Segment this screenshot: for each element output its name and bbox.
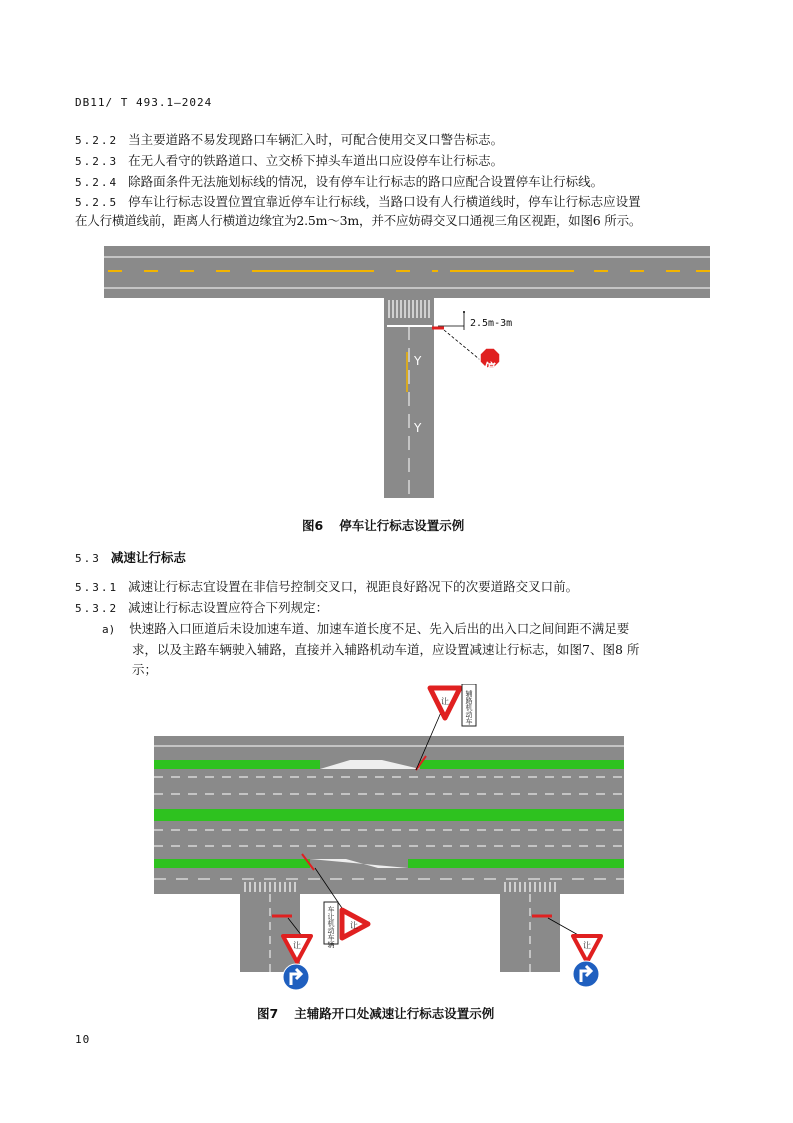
item-a-line-2: 求，以及主路车辆驶入辅路，直接并入辅路机动车道，应设置减速让行标志，如图7、图8 所 xyxy=(132,642,640,657)
right-turn-sign-left xyxy=(283,964,309,990)
figure-7-caption xyxy=(257,1004,494,1022)
figure-6-caption xyxy=(302,516,464,534)
para-5-2-4 xyxy=(75,172,603,193)
para-text: 减速让行标志设置应符合下列规定： xyxy=(128,600,329,615)
section-number: 5.3 xyxy=(75,552,101,565)
para-number: 5.2.5 xyxy=(75,196,119,209)
figure-number: 图7 xyxy=(257,1006,279,1021)
para-text: 减速让行标志宜设置在非信号控制交叉口，视距良好路况下的次要道路交叉口前。 xyxy=(128,579,579,594)
item-a-line-3: 示； xyxy=(132,662,158,677)
svg-text:让: 让 xyxy=(350,921,358,930)
figure-number: 图6 xyxy=(302,518,324,533)
plate-bottom-text: 车让机动车辆 xyxy=(327,906,335,948)
svg-text:让: 让 xyxy=(293,941,301,950)
yield-sign-top xyxy=(430,688,460,718)
para-5-2-3 xyxy=(75,151,503,172)
para-text: 停车让行标志设置位置宜靠近停车让行标线，当路口设有人行横道线时，停车让行标志应设置 xyxy=(128,194,641,209)
plate-top-text: 辅路机动车 xyxy=(465,690,473,725)
para-5-2-5 xyxy=(75,192,641,213)
para-5-2-5-cont: 在人行横道线前，距离人行横道边缘宜为2.5m～3m，并不应妨碍交叉口通视三角区视距，如图6 所示。 xyxy=(75,213,642,228)
para-5-2-2 xyxy=(75,130,503,151)
section-5-3-heading xyxy=(75,548,186,566)
para-number: 5.3.2 xyxy=(75,602,119,615)
para-5-3-2 xyxy=(75,598,328,619)
item-a-line-1 xyxy=(102,619,629,640)
svg-text:让: 让 xyxy=(583,941,591,950)
item-label: a) xyxy=(102,623,116,636)
para-text: 在无人看守的铁路道口、立交桥下掉头车道出口应设停车让行标志。 xyxy=(128,153,504,168)
section-title: 减速让行标志 xyxy=(110,550,186,565)
yield-sign-mid xyxy=(342,910,368,938)
svg-text:Y: Y xyxy=(414,354,422,368)
para-text: 除路面条件无法施划标线的情况，设有停车让行标志的路口应配合设置停车让行标线。 xyxy=(128,174,604,189)
para-text: 当主要道路不易发现路口车辆汇入时，可配合使用交叉口警告标志。 xyxy=(128,132,504,147)
page-number: 10 xyxy=(75,1033,91,1046)
fig6-dimension-label: 2.5m-3m xyxy=(470,318,513,329)
svg-text:Y: Y xyxy=(414,421,422,435)
para-5-3-1 xyxy=(75,577,578,598)
figure-7-diagram xyxy=(150,684,630,994)
para-number: 5.2.4 xyxy=(75,176,119,189)
item-text: 快速路入口匝道后未设加速车道、加速车道长度不足、先入后出的出入口之间间距不满足要 xyxy=(129,621,630,636)
figure-title: 停车让行标志设置示例 xyxy=(339,518,465,533)
para-number: 5.3.1 xyxy=(75,581,119,594)
para-number: 5.2.3 xyxy=(75,155,119,168)
figure-title: 主辅路开口处减速让行标志设置示例 xyxy=(294,1006,495,1021)
right-turn-sign-right xyxy=(573,961,599,987)
yield-sign-right xyxy=(573,936,601,962)
para-number: 5.2.2 xyxy=(75,134,119,147)
doc-header: DB11/ T 493.1—2024 xyxy=(75,96,213,109)
yield-text: 让 xyxy=(441,697,449,706)
fig6-stop-sign-text: 停 xyxy=(483,361,497,375)
figure-6-diagram xyxy=(104,242,712,504)
